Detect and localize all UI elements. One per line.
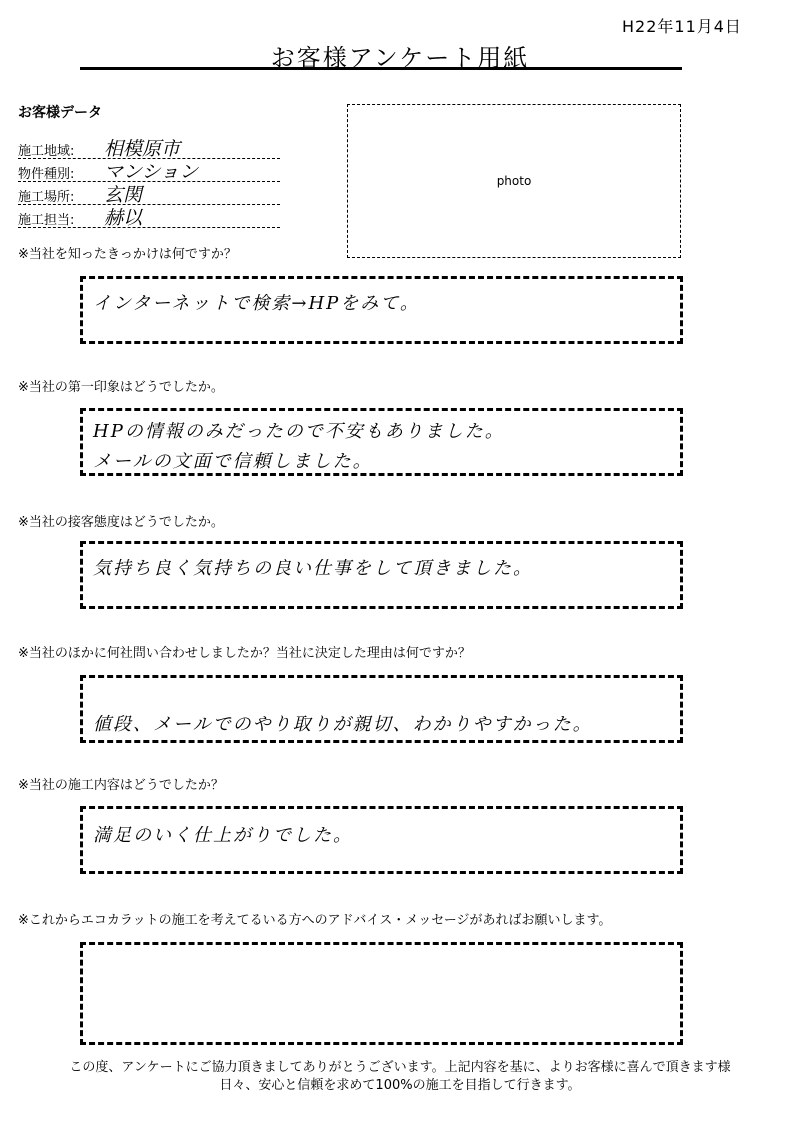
location-value: 玄関 — [104, 184, 143, 206]
answer-4-line-1: 値段、メールでのやり取りが親切、わかりやすかった。 — [93, 714, 593, 735]
staff-label: 施工担当: — [18, 213, 75, 228]
staff-line — [18, 227, 280, 228]
answer-2-line-1: HPの情報のみだったので不安もありました。 — [93, 421, 505, 442]
question-4: ※当社のほかに何社問い合わせしましたか？当社に決定した理由は何ですか？ — [18, 646, 471, 661]
answer-1-line-1: インターネットで検索→HPをみて。 — [93, 293, 420, 314]
answer-5-line-1: 満足のいく仕上がりでした。 — [93, 825, 353, 846]
answer-box-6 — [80, 942, 683, 1045]
survey-date: H22年11月4日 — [622, 17, 742, 36]
question-5: ※当社の施工内容はどうでしたか？ — [18, 778, 224, 793]
staff-value: 赫以 — [104, 207, 143, 229]
answer-3-line-1: 気持ち良く気持ちの良い仕事をして頂きました。 — [93, 558, 533, 579]
answer-box-3 — [80, 541, 683, 609]
property-type-label: 物件種別: — [18, 167, 75, 182]
photo-label: photo — [496, 174, 532, 188]
customer-data-heading: お客様データ — [18, 105, 102, 121]
area-label: 施工地域: — [18, 144, 75, 159]
question-2: ※当社の第一印象はどうでしたか。 — [18, 380, 224, 395]
page-title: お客様アンケート用紙 — [270, 44, 530, 72]
footer-line-1: この度、アンケートにご協力頂きましてありがとうございます。上記内容を基に、よりお客様に喜んで頂きます様 — [69, 1060, 731, 1075]
area-value: 相模原市 — [104, 138, 181, 160]
answer-box-2 — [80, 408, 683, 476]
location-label: 施工場所: — [18, 190, 75, 205]
answer-2-line-2: メールの文面で信頼しました。 — [93, 451, 373, 472]
location-line — [18, 204, 280, 205]
question-3: ※当社の接客態度はどうでしたか。 — [18, 515, 224, 530]
question-6: ※これからエコカラットの施工を考えてるいる方へのアドバイス・メッセージがあればお願いします。 — [18, 913, 612, 928]
property-type-value: マンション — [104, 161, 199, 183]
footer-line-2: 日々、安心と信頼を求めて100%の施工を目指して行きます。 — [219, 1078, 581, 1093]
property-type-line — [18, 181, 280, 182]
answer-box-4 — [80, 675, 683, 743]
answer-box-1 — [80, 276, 683, 344]
title-underline — [80, 67, 682, 70]
answer-box-5 — [80, 806, 683, 874]
question-1: ※当社を知ったきっかけは何ですか？ — [18, 247, 237, 262]
